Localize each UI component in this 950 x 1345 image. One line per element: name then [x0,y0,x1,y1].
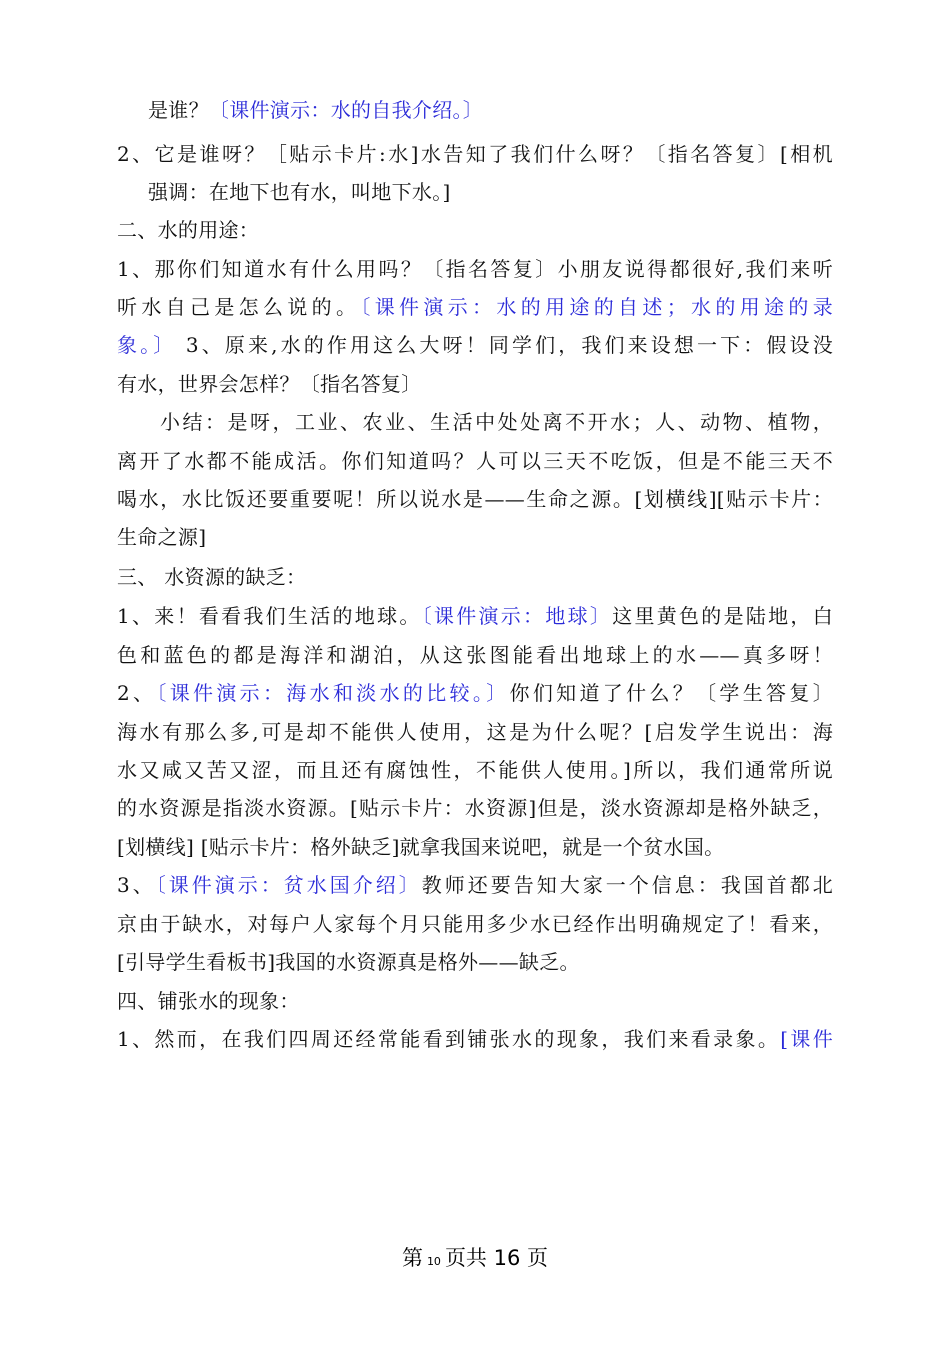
text-line-16 [117,680,833,706]
text-span: 你们知道了什么？〔学生答复〕 [509,681,833,705]
section-heading-2: 二、水的用途： [117,218,260,242]
section-heading-4: 四、铺张水的现象： [117,989,300,1013]
courseware-note: 〔课件演示：水的自我介绍。〕 [208,98,484,122]
courseware-note: 象。〕 [117,333,177,357]
text-span: 1、然而，在我们四周还经常能看到铺张水的现象，我们来看录象。 [117,1027,781,1051]
courseware-note: 〔课件演示：海水和淡水的比较。〕 [156,681,510,705]
total-pages: 16 [493,1246,521,1270]
courseware-note: 〔课件演示：贫水国介绍〕 [155,873,422,897]
text-line-6 [117,294,833,320]
text-line-2: 2、它是谁呀？［贴示卡片:水]水告知了我们什么呀？〔指名答复〕[相机 [117,142,833,166]
footer-middle: 页共 [444,1246,487,1270]
text-span: 这里黄色的是陆地，白 [612,604,834,628]
courseware-note: 〔课件演示：地球〕 [421,604,613,628]
text-line-8: 有水，世界会怎样？〔指名答复〕 [117,372,422,396]
text-line-21 [117,872,833,898]
text-span: 3、原来,水的作用这么大呀！同学们，我们来设想一下：假设没 [176,333,833,357]
text-line-9: 小结：是呀，工业、农业、生活中处处离不开水；人、动物、植物， [160,410,833,434]
text-line-23: [引导学生看板书]我国的水资源真是格外——缺乏。 [117,950,580,974]
text-line-5: 1、那你们知道水有什么用吗？〔指名答复〕小朋友说得都很好,我们来听 [117,257,833,281]
text-span: 2、 [117,681,157,705]
text-line-10: 离开了水都不能成活。你们知道吗？人可以三天不吃饭，但是不能三天不 [117,449,833,473]
text-line-20: [划横线] [贴示卡片：格外缺乏]就拿我国来说吧，就是一个贫水国。 [117,835,725,859]
text-line-25 [117,1026,833,1052]
courseware-note: 〔课件演示：水的用途的自述；水的用途的录 [360,295,834,319]
section-heading-3: 三、 水资源的缺乏： [117,565,307,589]
text-line-3: 强调：在地下也有水，叫地下水。] [148,180,451,204]
text-span: 教师还要告知大家一个信息：我国首都北 [421,873,833,897]
text-line-14 [117,603,833,629]
text-line-11: 喝水，水比饭还要重要呢！所以说水是——生命之源。[划横线][贴示卡片： [117,487,833,511]
text-line-1 [148,97,483,123]
text-line-22: 京由于缺水，对每户人家每个月只能用多少水已经作出明确规定了！看来， [117,912,833,936]
courseware-note: [课件 [780,1027,834,1051]
text-line-17: 海水有那么多,可是却不能供人使用，这是为什么呢？[启发学生说出：海 [117,720,833,744]
text-span: 是谁？ [148,98,209,122]
text-line-18: 水又咸又苦又涩，而且还有腐蚀性，不能供人使用。]所以，我们通常所说 [117,758,833,782]
text-line-12: 生命之源] [117,525,207,549]
text-span: 听水自己是怎么说的。 [117,295,361,319]
text-line-15: 色和蓝色的都是海洋和湖泊，从这张图能看出地球上的水——真多呀！ [117,643,833,667]
page-number: 10 [426,1255,441,1268]
page-footer [0,1242,950,1272]
text-span: 3、 [117,873,156,897]
text-span: 1、来！看看我们生活的地球。 [117,604,422,628]
text-line-19: 的水资源是指淡水资源。[贴示卡片：水资源]但是，淡水资源却是格外缺乏， [117,796,833,820]
footer-prefix: 第 [401,1246,423,1270]
footer-suffix: 页 [527,1246,549,1270]
text-line-7 [117,332,833,358]
